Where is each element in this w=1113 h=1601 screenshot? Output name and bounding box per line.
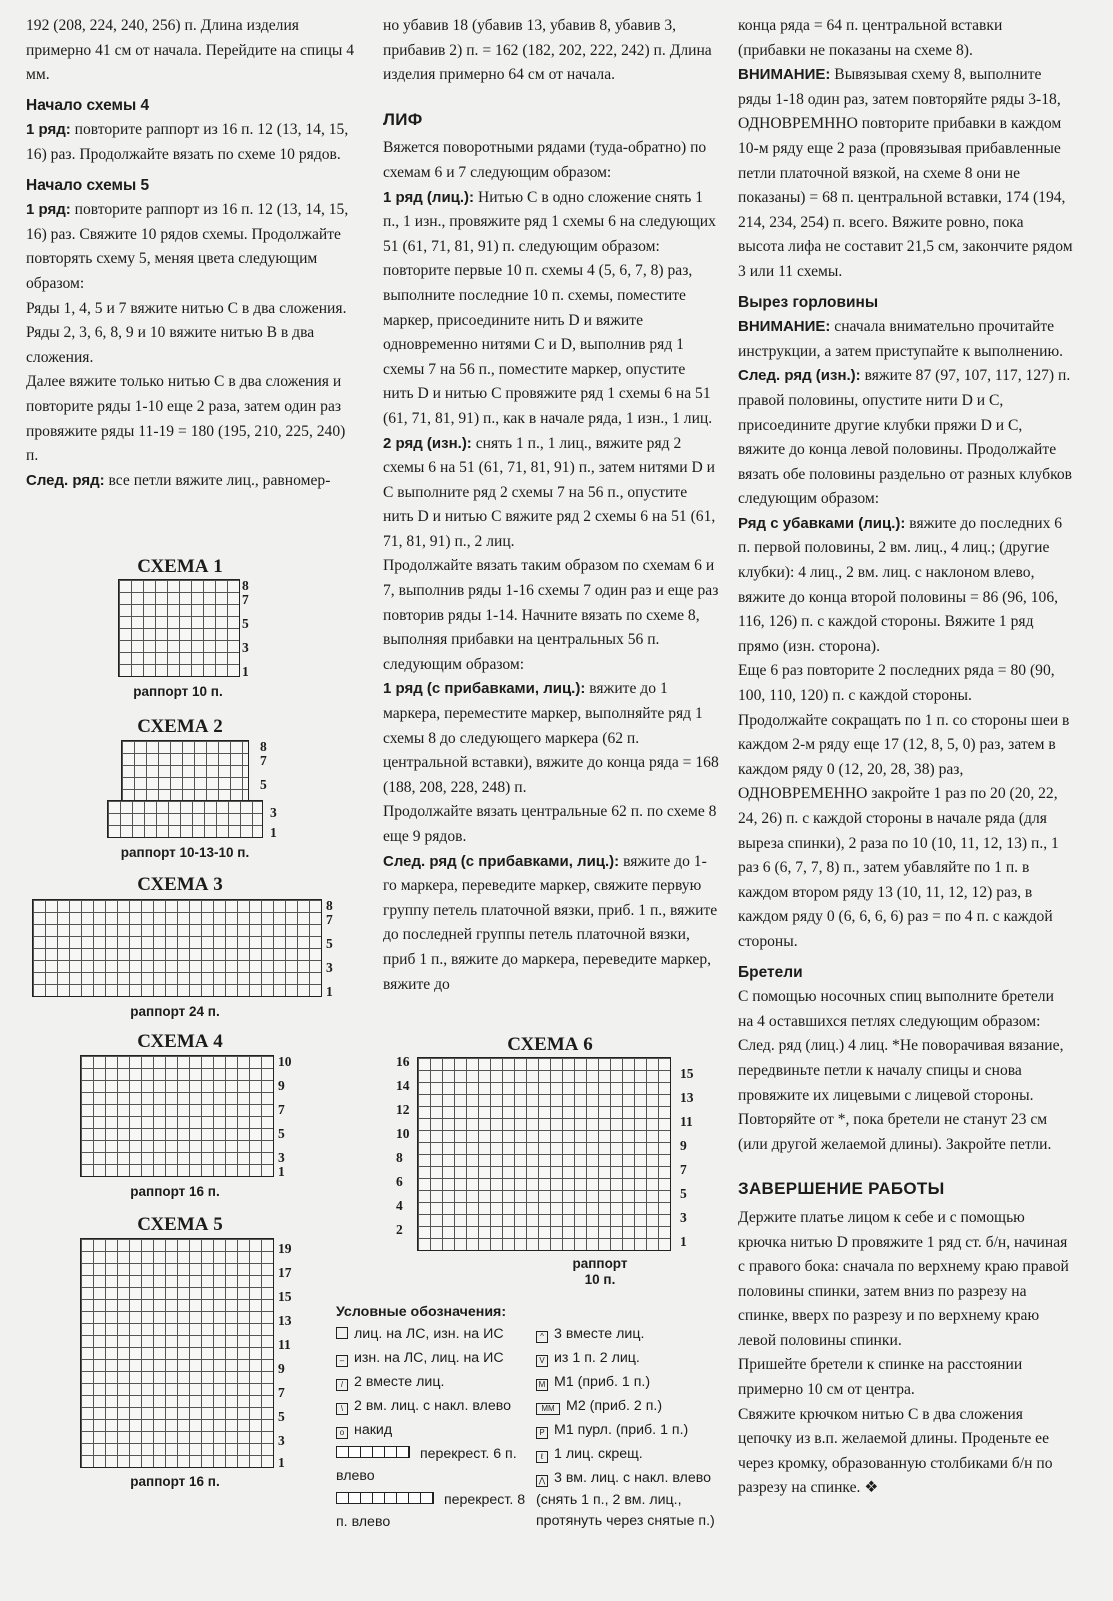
row-number: 5 (242, 616, 249, 631)
paragraph: Пришейте бретели к спинке на расстоянии примерно 10 см от центра. (738, 1356, 1023, 1399)
row-number: 11 (278, 1337, 291, 1352)
row-number: 5 (278, 1409, 285, 1424)
paragraph: След. ряд (изн.): вяжите 87 (97, 107, 117, 127) п. правой половины, опустите нити D и С, присоедините другие клубки пряжи D и С, вяжите до конца левой половины. Продолжайте вязать обе половины раздельно от разных клубков следующим образом: (738, 367, 1073, 508)
k3tog-icon: ^ (536, 1331, 548, 1343)
paragraph-lead: 1 ряд: (26, 121, 71, 139)
cable-8-icon (336, 1492, 434, 1504)
k2tog-icon: / (336, 1379, 348, 1391)
paragraph-lead: 1 ряд: (26, 201, 71, 219)
purl-icon: – (336, 1355, 348, 1367)
section-heading: ЗАВЕРШЕНИЕ РАБОТЫ (738, 1179, 945, 1199)
chart-grid (121, 740, 249, 802)
chart-grid (118, 579, 240, 677)
m1-icon: M (536, 1379, 548, 1391)
row-number: 1 (680, 1234, 687, 1249)
row-number: 8 (242, 578, 249, 593)
row-number: 12 (396, 1102, 410, 1117)
repeat-label: раппорт (572, 1256, 628, 1271)
repeat-label: раппорт 24 п. (130, 1004, 220, 1019)
paragraph: След. ряд (с прибавками, лиц.): вяжите до 1-го маркера, переведите маркер, свяжите первую группу петель платочной вязки, приб. 1 п., вяжите до последней группы петель платочной вязки, приб 1 п., вяжите до маркера, переведите маркер, вяжите до (383, 852, 718, 993)
paragraph: С помощью носочных спиц выполните бретели на 4 оставшихся петлях следующим образом: След. ряд (лиц.) 4 лиц. *Не поворачивая вязание, передвиньте петли к началу спицы и снова провяжите их лицевыми с лицевой стороны. Повторяйте от *, пока бретели не станут 23 см (или другой желаемой длины). Закройте петли. (738, 988, 1064, 1153)
paragraph-lead: 1 ряд (с прибавками, лиц.): (383, 680, 586, 698)
legend-item: o накид (336, 1420, 392, 1442)
scheme-title: СХЕМА 4 (137, 1031, 223, 1052)
column-left (26, 14, 356, 493)
repeat-label: 10 п. (584, 1272, 616, 1287)
row-number: 9 (278, 1078, 285, 1093)
row-number: 7 (680, 1162, 687, 1177)
sk2p-icon: ⋀ (536, 1475, 548, 1487)
row-number: 9 (278, 1361, 285, 1376)
row-number: 1 (242, 664, 249, 679)
ssk-icon: \ (336, 1403, 348, 1415)
legend-item: лиц. на ЛС, изн. на ИС (336, 1324, 504, 1346)
paragraph: 2 ряд (изн.): снять 1 п., 1 лиц., вяжите ряд 2 схемы 6 на 51 (61, 71, 81, 91) п., затем нитями D и С выполните ряд 2 схемы 7 на 56 п., опустите нить D и нитью С вяжите ряд 2 схемы 6 на 51 (61, 71, 81, 91) п., 2 лиц. (383, 434, 716, 550)
legend-item: ⋀ 3 вм. лиц. с накл. влево (снять 1 п., 2 вм. лиц., протянуть через снятые п.) (536, 1470, 715, 1530)
chart-grid (417, 1057, 671, 1251)
row-number: 3 (242, 640, 249, 655)
paragraph: Вяжется поворотными рядами (туда-обратно) по схемам 6 и 7 следующим образом: (383, 139, 707, 181)
legend-title: Условные обозначения: (336, 1304, 507, 1320)
column-right (738, 14, 1073, 1501)
row-number: 1 (326, 984, 333, 999)
paragraph: Продолжайте вязать центральные 62 п. по схеме 8 еще 9 рядов. (383, 803, 717, 845)
row-number: 2 (396, 1222, 403, 1237)
scheme-title: СХЕМА 5 (137, 1214, 223, 1235)
paragraph: 1 ряд (лиц.): Нитью С в одно сложение снять 1 п., 1 изн., провяжите ряд 1 схемы 6 на следующих 51 (61, 71, 81, 91) п. следующим образом: повторите первые 10 п. схемы 4 (5, 6, 7, 8) раз, выполните последние 10 п. схемы, поместите маркер, присоедините нить D и вяжите одновременно нитями С и D, выполнив ряд 1 схемы 7 на 56 п., поместите маркер, опустите нить D и нитью С провяжите ряд 1 схемы 6 на 51 (61, 71, 81, 91) п., как в начале ряда, 1 изн., 1 лиц. (383, 188, 716, 427)
scheme-title: СХЕМА 6 (507, 1034, 593, 1055)
row-number: 4 (396, 1198, 403, 1213)
chart-grid (80, 1055, 274, 1177)
section-heading: Начало схемы 5 (26, 176, 150, 194)
paragraph: 192 (208, 224, 240, 256) п. Длина изделия примерно 41 см от начала. Перейдите на спицы 4 мм. (26, 17, 355, 84)
paragraph: Ряды 2, 3, 6, 8, 9 и 10 вяжите нитью В в два сложения. (26, 324, 315, 366)
paragraph: Продолжайте сокращать по 1 п. со стороны шеи в каждом 2-м ряду еще 17 (12, 8, 5, 0) раз, затем в каждом ряду 0 (12, 20, 28, 38) раз, ОДНОВРЕМЕННО закройте 1 раз по 20 (20, 22, 24, 26) п. с каждой стороны в начале ряда (для выреза спинки), 2 раза по 10 (10, 11, 12, 13) п., 1 раз 6 (6, 7, 7, 8) п., затем убавляйте по 1 п. в каждом втором ряду 13 (10, 11, 12, 12) раз, в каждом ряду 0 (6, 6, 6, 6) раз = по 4 п. с каждой стороны. (738, 711, 1070, 950)
row-number: 7 (242, 592, 249, 607)
chart-grid (80, 1238, 274, 1468)
row-number: 7 (278, 1102, 285, 1117)
column-middle (383, 14, 719, 997)
legend-item: P M1 пурл. (приб. 1 п.) (536, 1420, 688, 1442)
legend-item: ℓ 1 лиц. скрещ. (536, 1444, 643, 1466)
row-number: 13 (680, 1090, 694, 1105)
chart-grid-lower (107, 800, 263, 838)
row-number: 3 (278, 1433, 285, 1448)
row-number: 5 (326, 936, 333, 951)
row-number: 1 (270, 825, 277, 840)
legend-item: \ 2 вм. лиц. с накл. влево (336, 1396, 511, 1418)
row-number: 16 (396, 1054, 410, 1069)
row-number: 1 (278, 1164, 285, 1179)
paragraph: но убавив 18 (убавив 13, убавив 8, убавив 3, прибавив 2) п. = 162 (182, 202, 222, 242) п. Длина изделия примерно 64 см от начала. (383, 17, 712, 84)
paragraph: След. ряд: все петли вяжите лиц., равномер- (26, 471, 331, 489)
row-number: 1 (278, 1455, 285, 1470)
paragraph: 1 ряд: повторите раппорт из 16 п. 12 (13, 14, 15, 16) раз. Свяжите 10 рядов схемы. Продолжайте повторять схему 5, меняя цвета следующим образом: (26, 201, 349, 292)
legend-item: V из 1 п. 2 лиц. (536, 1348, 640, 1370)
row-number: 10 (396, 1126, 410, 1141)
paragraph: ВНИМАНИЕ: Вывязывая схему 8, выполните ряды 1-18 один раз, затем повторяйте ряды 3-18, ОДНОВРЕМННО повторите прибавки в каждом 10-м ряду еще 2 раза (провязывая прибавленные петли платочной вязкой, на схеме 8 они не показаны) = 68 п. центральной вставки, 174 (194, 214, 234, 254) п. всего. Вяжите ровно, пока высота лифа не составит 21,5 см, закончите рядом 3 или 11 схемы. (738, 66, 1073, 280)
row-number: 11 (680, 1114, 693, 1129)
legend-item: MM M2 (приб. 2 п.) (536, 1396, 662, 1418)
section-heading: ЛИФ (383, 109, 423, 129)
paragraph: Ряд с убавками (лиц.): вяжите до последних 6 п. первой половины, 2 вм. лиц., 4 лиц.; (другие клубки): 4 лиц., 2 вм. лиц. с наклоном влево, вяжите до конца второй половины = 86 (96, 106, 116, 126) п. с каждой стороны. Вяжите 1 ряд прямо (изн. сторона). (738, 514, 1063, 655)
scheme-title: СХЕМА 1 (137, 556, 223, 577)
scheme-title: СХЕМА 2 (137, 716, 223, 737)
yarn-over-icon: o (336, 1427, 348, 1439)
paragraph-lead: ВНИМАНИЕ: (738, 66, 831, 84)
section-heading: Начало схемы 4 (26, 96, 150, 114)
paragraph: 1 ряд (с прибавками, лиц.): вяжите до 1 маркера, переместите маркер, выполняйте ряд 1 схемы 8 до следующего маркера (62 п. центральной вставки), вяжите до конца ряда = 168 (188, 208, 228, 248) п. (383, 680, 719, 796)
row-number: 14 (396, 1078, 410, 1093)
row-number: 6 (396, 1174, 403, 1189)
row-number: 8 (396, 1150, 403, 1165)
chart-grid (32, 899, 322, 997)
paragraph: ВНИМАНИЕ: сначала внимательно прочитайте инструкции, а затем приступайте к выполнению. (738, 318, 1064, 360)
paragraph-lead: 2 ряд (изн.): (383, 434, 472, 452)
paragraph-lead: След. ряд (изн.): (738, 367, 861, 385)
paragraph-lead: 1 ряд (лиц.): (383, 188, 475, 206)
row-number: 8 (326, 898, 333, 913)
legend-item: / 2 вместе лиц. (336, 1372, 444, 1394)
m1p-icon: P (536, 1427, 548, 1439)
row-number: 15 (278, 1289, 292, 1304)
repeat-label: раппорт 16 п. (130, 1184, 220, 1199)
row-number: 7 (278, 1385, 285, 1400)
legend-item: ^ 3 вместе лиц. (536, 1324, 644, 1346)
scheme-title: СХЕМА 3 (137, 874, 223, 895)
legend-item: M M1 (приб. 1 п.) (536, 1372, 650, 1394)
row-number: 3 (270, 805, 277, 820)
legend-item: перекрест. 8 п. влево (336, 1492, 526, 1530)
kfb-icon: V (536, 1355, 548, 1367)
row-number: 10 (278, 1054, 292, 1069)
cable-6-icon (336, 1446, 410, 1458)
row-number: 17 (278, 1265, 292, 1280)
row-number: 13 (278, 1313, 292, 1328)
knit-icon (336, 1327, 348, 1339)
repeat-label: раппорт 10 п. (133, 684, 223, 699)
row-number: 7 (260, 753, 267, 768)
paragraph: Свяжите крючком нитью С в два сложения цепочку из в.п. желаемой длины. Проденьте ее через кромку, образованную столбиками б/н по разрезу на спинке. ❖ (738, 1405, 1053, 1497)
m2-icon: MM (536, 1403, 560, 1415)
row-number: 3 (326, 960, 333, 975)
paragraph-lead: След. ряд: (26, 471, 105, 489)
row-number: 7 (326, 912, 333, 927)
paragraph: конца ряда = 64 п. центральной вставки (прибавки не показаны на схеме 8). (738, 17, 1003, 59)
paragraph: Держите платье лицом к себе и с помощью крючка нитью D провяжите 1 ряд ст. б/н, начиная с правого бока: сначала по верхнему краю правой половины спинки, затем вниз по разрезу на спинке, вверх по разрезу и по верхнему краю левой половины спинки. (738, 1208, 1069, 1349)
row-number: 8 (260, 739, 267, 754)
paragraph: Еще 6 раз повторите 2 последних ряда = 80 (90, 100, 110, 120) п. с каждой стороны. (738, 662, 1055, 705)
row-number: 19 (278, 1241, 292, 1256)
row-number: 3 (680, 1210, 687, 1225)
row-number: 3 (278, 1150, 285, 1165)
repeat-label: раппорт 16 п. (130, 1474, 220, 1489)
section-heading: Бретели (738, 963, 803, 981)
legend-item: перекрест. 6 п. влево (336, 1446, 517, 1484)
paragraph-lead: Ряд с убавками (лиц.): (738, 514, 906, 532)
section-heading: Вырез горловины (738, 293, 879, 311)
paragraph: Далее вяжите только нитью С в два сложения и повторите ряды 1-10 еще 2 раза, затем один раз провяжите ряды 11-19 = 180 (195, 210, 225, 240) п. (26, 373, 346, 465)
paragraph-lead: След. ряд (с прибавками, лиц.): (383, 852, 620, 870)
row-number: 5 (680, 1186, 687, 1201)
twisted-knit-icon: ℓ (536, 1451, 548, 1463)
row-number: 5 (278, 1126, 285, 1141)
row-number: 5 (260, 777, 267, 792)
paragraph-lead: ВНИМАНИЕ: (738, 318, 831, 336)
paragraph: Продолжайте вязать таким образом по схемам 6 и 7, выполнив ряды 1-16 схемы 7 один раз и еще раз повторив ряды 1-14. Начните вязать по схеме 8, выполняя прибавки на центральных 56 п. следующим образом: (383, 557, 719, 673)
row-number: 15 (680, 1066, 694, 1081)
paragraph: Ряды 1, 4, 5 и 7 вяжите нитью С в два сложения. (26, 299, 347, 317)
legend-item: – изн. на ЛС, лиц. на ИС (336, 1348, 504, 1370)
paragraph: 1 ряд: повторите раппорт из 16 п. 12 (13, 14, 15, 16) раз. Продолжайте вязать по схеме 10 рядов. (26, 121, 349, 163)
repeat-label: раппорт 10-13-10 п. (120, 845, 250, 860)
row-number: 9 (680, 1138, 687, 1153)
